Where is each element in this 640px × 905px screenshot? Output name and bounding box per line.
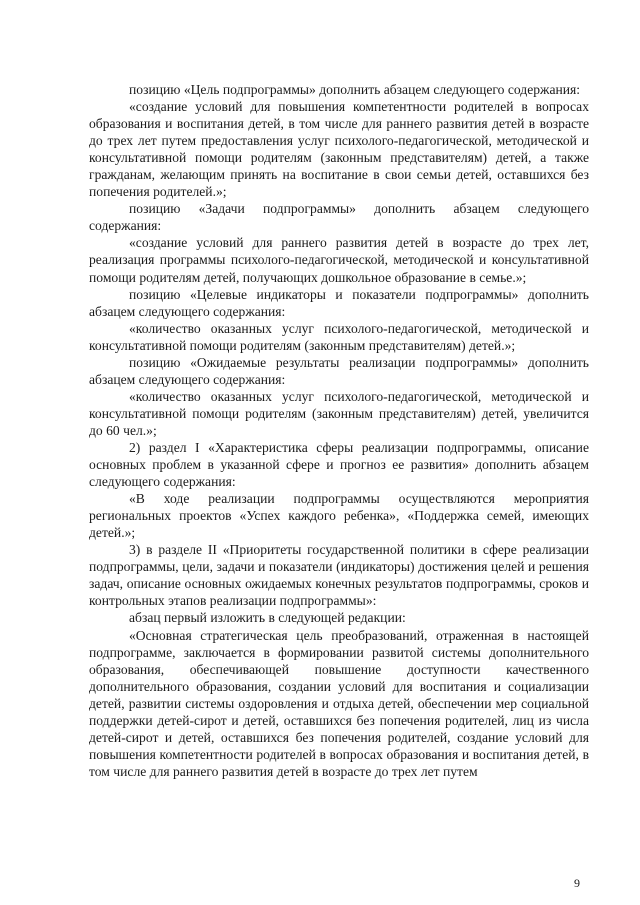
paragraph: позицию «Задачи подпрограммы» дополнить абзацем следующего содержания: bbox=[89, 201, 589, 234]
paragraph-quote: «Основная стратегическая цель преобразований, отраженная в настоящей подпрограмме, заключается в формировании развитой системы дополнительного образования, обеспечивающей повышение доступности качественного дополнительного образования, создании условий для воспитания и социализации детей, развитии системы оздоровления и отдыха детей, обеспечении мер социальной поддержки детей-сирот и детей, оставшихся без попечения родителей, лиц из числа детей-сирот и детей, оставшихся без попечения родителей, создание условий для повышения компетентности родителей в вопросах образования и воспитания детей, в том числе для раннего развития детей в возрасте до трех лет путем bbox=[89, 627, 589, 779]
page-number: 9 bbox=[574, 876, 580, 890]
paragraph: позицию «Ожидаемые результаты реализации подпрограммы» дополнить абзацем следующего содержания: bbox=[89, 354, 589, 387]
paragraph-quote: «В ходе реализации подпрограммы осуществляются мероприятия региональных проектов «Успех каждого ребенка», «Поддержка семей, имеющих детей.»; bbox=[89, 491, 589, 541]
paragraph: позицию «Цель подпрограммы» дополнить абзацем следующего содержания: bbox=[129, 82, 581, 97]
paragraph-quote: «количество оказанных услуг психолого-педагогической, методической и консультативной помощи родителям (законным представителям) детей, увеличится до 60 чел.»; bbox=[89, 388, 589, 438]
paragraph: позицию «Целевые индикаторы и показатели подпрограммы» дополнить абзацем следующего содержания: bbox=[89, 286, 589, 319]
paragraph: абзац первый изложить в следующей редакции: bbox=[129, 610, 406, 626]
paragraph-quote: «создание условий для повышения компетентности родителей в вопросах образования и воспитания детей, в том числе для раннего развития детей в возрасте до трех лет путем предоставления услуг психолого-педагогической, методической и консультативной помощи родителям (законным представителям) детей, а также гражданам, желающим принять на воспитание в свои семьи детей, оставшихся без попечения родителей.»; bbox=[89, 99, 589, 200]
paragraph: 2) раздел I «Характеристика сферы реализации подпрограммы, описание основных проблем в указанной сфере и прогноз ее развития» дополнить абзацем следующего содержания: bbox=[89, 439, 589, 490]
paragraph: 3) в разделе II «Приоритеты государственной политики в сфере реализации подпрограммы, цели, задачи и показатели (индикаторы) достижения целей и решения задач, описание основных ожидаемых конечных результатов подпрограммы, сроков и контрольных этапов реализации подпрограммы»: bbox=[89, 542, 589, 609]
paragraph-quote: «количество оказанных услуг психолого-педагогической, методической и консультативной помощи родителям (законным представителям) детей.»; bbox=[89, 320, 589, 353]
paragraph-quote: «создание условий для раннего развития детей в возрасте до трех лет, реализация программы психолого-педагогической, методической и консультативной помощи родителям детей, получающих дошкольное образование в семье.»; bbox=[89, 235, 589, 285]
document-body bbox=[89, 81, 589, 780]
